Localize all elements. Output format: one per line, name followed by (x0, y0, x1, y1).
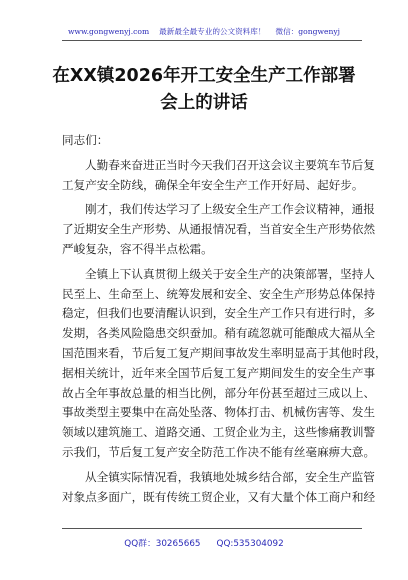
footer-qq-group: QQ群：30265665 (124, 539, 201, 549)
paragraph-line: 对象点多面广，既有传统工贸企业，又有大量个体工商户和经 (62, 489, 376, 504)
paragraph-line: 事故类型主要集中在高处坠落、物体打击、机械伤害等、发生 (62, 405, 376, 420)
header-rule (62, 40, 362, 41)
footer-rule (62, 528, 362, 529)
document-body (62, 131, 387, 507)
header-slogan: 最新最全最专业的公文资料库！ (159, 27, 266, 36)
paragraph-line: 示我们，节后复工复产安全防范工作决不能有丝毫麻痹大意。 (62, 444, 376, 459)
paragraph-line: 了近期安全生产形势、从通报情况看，当首安全生产形势依然 (62, 222, 376, 237)
page-footer (0, 536, 408, 549)
paragraph-line: 据相关统计，近年来全国节后复工复产期间发生的安全生产事 (62, 365, 376, 380)
paragraph-line: 人勤春来奋进正当时今天我们召开这会议主要筑车节后复 (85, 157, 375, 172)
paragraph-line: 稳定，但我们也要清醒认识到，安全生产工作只有进行时，多 (62, 306, 376, 321)
paragraph-line: 刚才，我们传达学习了上级安全生产工作会议精神，通报 (85, 202, 375, 217)
paragraph-line: 发期，各类风险隐患交织蚕加。稍有疏忽就可能酿成大福从全 (62, 326, 376, 341)
paragraph-line: 严峻复杂，容不得半点松霜。 (62, 241, 213, 256)
paragraph-line: 领域以建筑施工、道路交通、工贸企业为主，这些惨痛教训警 (62, 425, 376, 440)
paragraph-line: 国范围来看，节后复工复产期间事故发生率明显高于其他时段， (62, 345, 387, 360)
paragraph-line: 民至上、生命至上、统筹发展和安全、安全生产形势总体保持 (62, 286, 376, 301)
document-title-line-1: 在XX镇2026年开工安全生产工作部署 (52, 66, 356, 86)
page-header (0, 26, 408, 37)
paragraph-line: 全镇上下认真贯彻上级关于安全生产的决策部署，坚持人 (85, 266, 375, 281)
footer-qq: QQ:535304092 (216, 539, 284, 549)
header-wechat: 微信：gongwenyj (275, 27, 340, 36)
salutation: 同志们： (62, 133, 109, 147)
paragraph-line: 从全镇实际情况看，我镇地处城乡结合部，安全生产监管 (85, 469, 375, 484)
paragraph-line: 工复产安全防线，确保全年安全生产工作开好局、起好步。 (62, 177, 364, 192)
paragraph-line: 故占全年事故总量的相当比例，部分年份甚至超过三成以上、 (62, 385, 376, 400)
header-website: www.gongwenyj.com (68, 27, 150, 36)
document-title-line-2: 会上的讲话 (160, 93, 248, 113)
